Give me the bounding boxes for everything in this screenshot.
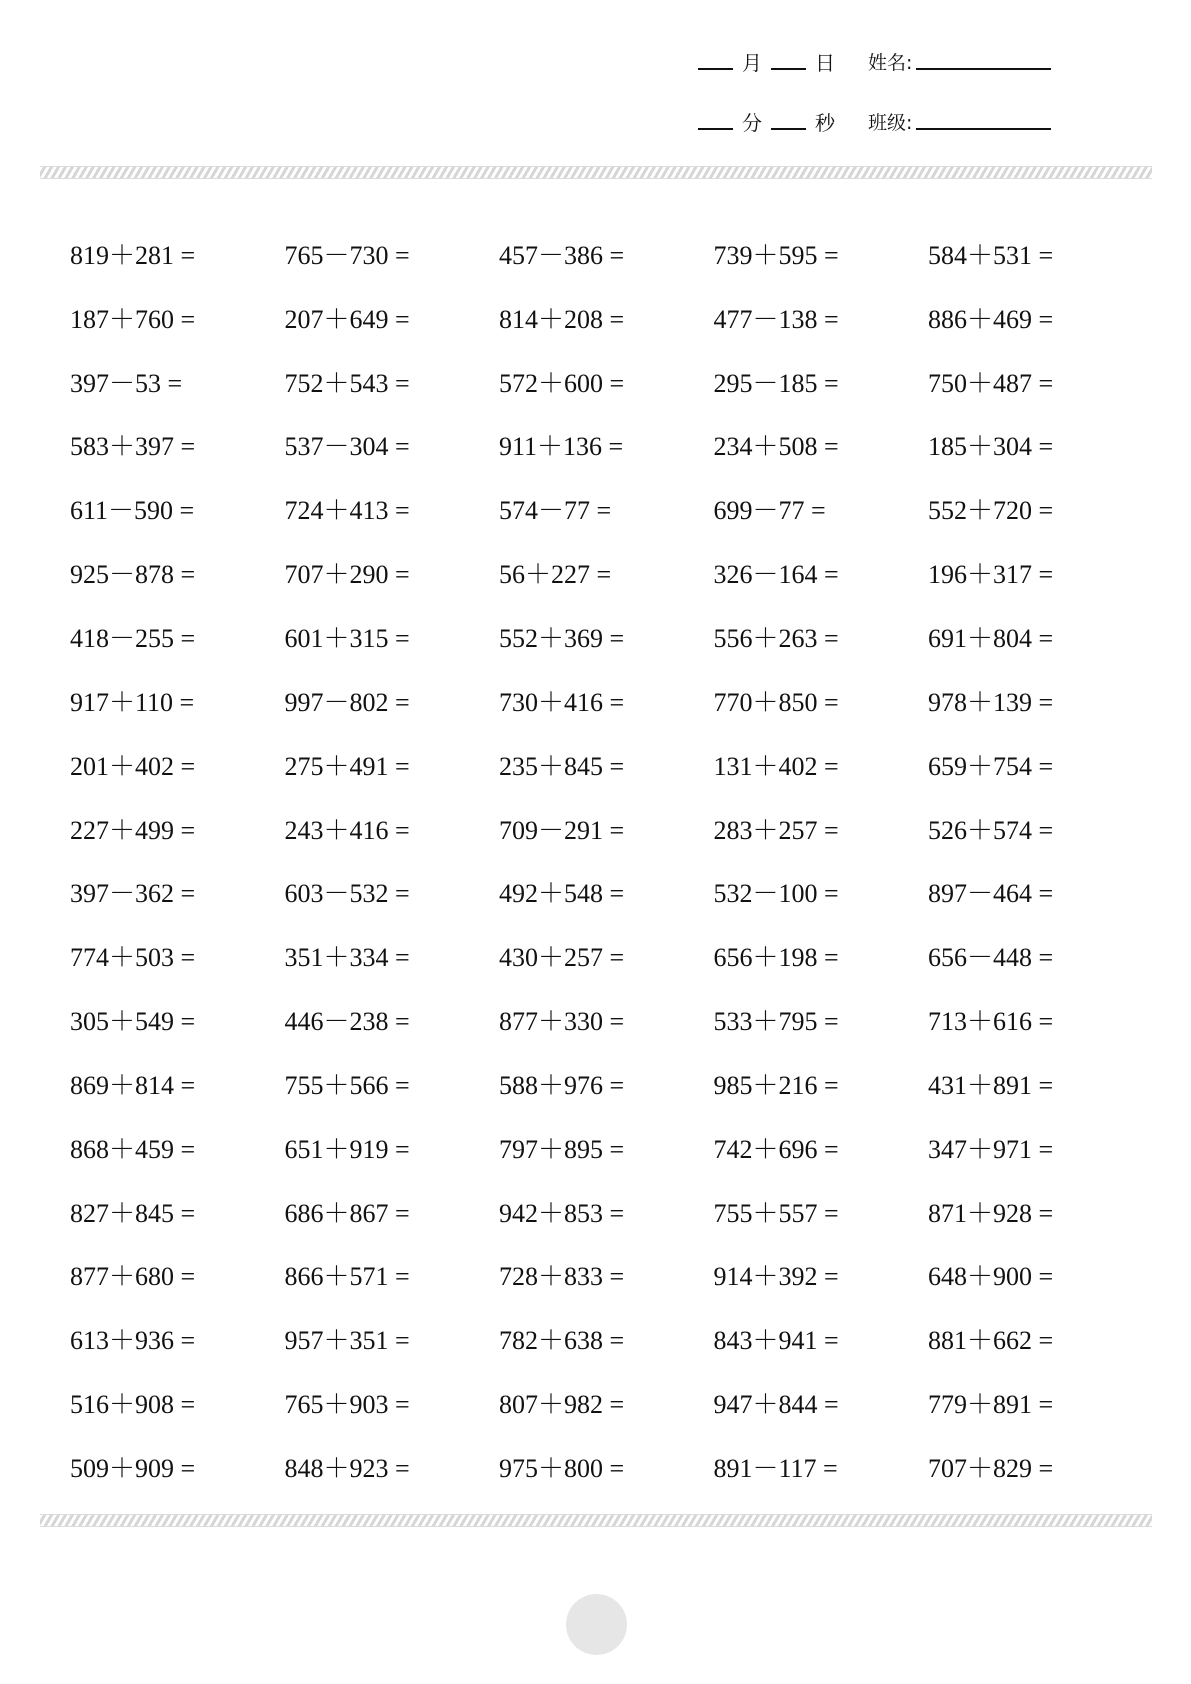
math-problem: 397－53 = [70,368,183,398]
minute-label: 分 [742,111,762,135]
math-problem: 305＋549 = [70,1007,196,1037]
math-problem: 827＋845 = [70,1198,196,1228]
math-problem: 691＋804 = [928,623,1054,653]
math-problem: 699－77 = [713,496,826,526]
math-problem: 234＋508 = [713,432,839,462]
math-problem: 207＋649 = [284,304,410,334]
math-problem: 985＋216 = [713,1070,839,1100]
math-problem: 397－362 = [70,879,196,909]
second-label: 秒 [815,111,835,135]
day-blank[interactable] [771,68,806,70]
math-problem: 997－802 = [284,687,410,717]
math-problem: 131＋402 = [713,751,839,781]
page-indicator-circle [566,1594,627,1655]
math-problem: 243＋416 = [284,815,410,845]
math-problem: 275＋491 = [284,751,410,781]
math-problem: 187＋760 = [70,304,196,334]
math-problem: 742＋696 = [713,1134,839,1164]
math-problem: 185＋304 = [928,432,1054,462]
minute-blank[interactable] [698,128,733,130]
math-problem: 897－464 = [928,879,1054,909]
math-problem: 868＋459 = [70,1134,196,1164]
math-problem: 779＋891 = [928,1390,1054,1420]
second-blank[interactable] [771,128,806,130]
math-problem: 235＋845 = [499,751,625,781]
math-problem: 603－532 = [284,879,410,909]
math-problem: 911＋136 = [499,432,624,462]
math-problem: 656－448 = [928,943,1054,973]
top-divider [40,166,1152,179]
class-label: 班级: [868,112,913,134]
math-problem: 713＋616 = [928,1007,1054,1037]
math-problem: 774＋503 = [70,943,196,973]
math-problem: 886＋469 = [928,304,1054,334]
math-problem: 583＋397 = [70,432,196,462]
math-problem: 814＋208 = [499,304,625,334]
name-label: 姓名: [868,52,913,74]
math-problem: 755＋566 = [284,1070,410,1100]
math-problem: 611－590 = [70,496,195,526]
math-problem: 871＋928 = [928,1198,1054,1228]
math-problem: 728＋833 = [499,1262,625,1292]
math-problem: 295－185 = [713,368,839,398]
name-field[interactable] [916,68,1051,70]
math-problem: 782＋638 = [499,1326,625,1356]
math-problem: 516＋908 = [70,1390,196,1420]
time-class-row [698,108,1051,138]
math-problem: 572＋600 = [499,368,625,398]
math-problem: 819＋281 = [70,240,196,270]
math-problem: 351＋334 = [284,943,410,973]
math-problem: 739＋595 = [713,240,839,270]
math-problem: 765－730 = [284,240,410,270]
math-problem: 877＋680 = [70,1262,196,1292]
math-problem: 601＋315 = [284,623,410,653]
math-problem: 537－304 = [284,432,410,462]
math-problem: 613＋936 = [70,1326,196,1356]
math-problem: 532－100 = [713,879,839,909]
math-problem: 869＋814 = [70,1070,196,1100]
math-problem: 533＋795 = [713,1007,839,1037]
math-problem: 947＋844 = [713,1390,839,1420]
math-problem: 347＋971 = [928,1134,1054,1164]
math-problem: 492＋548 = [499,879,625,909]
math-problem: 978＋139 = [928,687,1054,717]
math-problem: 648＋900 = [928,1262,1054,1292]
math-problem: 843＋941 = [713,1326,839,1356]
math-problem: 765＋903 = [284,1390,410,1420]
date-name-row [698,48,1051,78]
month-label: 月 [742,51,762,75]
math-problem: 56＋227 = [499,560,612,590]
math-problem: 574－77 = [499,496,612,526]
math-problem: 957＋351 = [284,1326,410,1356]
math-problem: 770＋850 = [713,687,839,717]
math-problem: 866＋571 = [284,1262,410,1292]
math-problem: 526＋574 = [928,815,1054,845]
math-problem: 659＋754 = [928,751,1054,781]
math-problem: 752＋543 = [284,368,410,398]
math-problem: 807＋982 = [499,1390,625,1420]
math-problem: 227＋499 = [70,815,196,845]
math-problem: 724＋413 = [284,496,410,526]
math-problem: 707＋829 = [928,1453,1054,1483]
math-problem: 925－878 = [70,560,196,590]
math-problem: 877＋330 = [499,1007,625,1037]
math-problem: 942＋853 = [499,1198,625,1228]
math-problem: 848＋923 = [284,1453,410,1483]
math-problem: 656＋198 = [713,943,839,973]
math-problem: 755＋557 = [713,1198,839,1228]
math-problem: 797＋895 = [499,1134,625,1164]
month-blank[interactable] [698,68,733,70]
math-problem: 975＋800 = [499,1453,625,1483]
math-problem: 881＋662 = [928,1326,1054,1356]
math-problem: 686＋867 = [284,1198,410,1228]
day-label: 日 [815,51,835,75]
math-problem: 457－386 = [499,240,625,270]
math-problem: 651＋919 = [284,1134,410,1164]
math-problem: 552＋369 = [499,623,625,653]
math-problem: 891－117 = [713,1453,838,1483]
math-problem: 552＋720 = [928,496,1054,526]
math-problem: 556＋263 = [713,623,839,653]
math-problem: 707＋290 = [284,560,410,590]
math-problem: 509＋909 = [70,1453,196,1483]
math-problem: 730＋416 = [499,687,625,717]
bottom-divider [40,1514,1152,1527]
math-problem: 709－291 = [499,815,625,845]
math-problem: 201＋402 = [70,751,196,781]
class-field[interactable] [916,128,1051,130]
math-problem: 917＋110 = [70,687,195,717]
math-problem: 750＋487 = [928,368,1054,398]
math-problem: 584＋531 = [928,240,1054,270]
math-problem: 196＋317 = [928,560,1054,590]
math-problem: 446－238 = [284,1007,410,1037]
math-problem: 588＋976 = [499,1070,625,1100]
math-problem: 283＋257 = [713,815,839,845]
math-problem: 477－138 = [713,304,839,334]
math-problem: 418－255 = [70,623,196,653]
math-problem: 914＋392 = [713,1262,839,1292]
math-problem: 430＋257 = [499,943,625,973]
problem-grid [70,224,1143,1501]
math-problem: 326－164 = [713,560,839,590]
math-problem: 431＋891 = [928,1070,1054,1100]
